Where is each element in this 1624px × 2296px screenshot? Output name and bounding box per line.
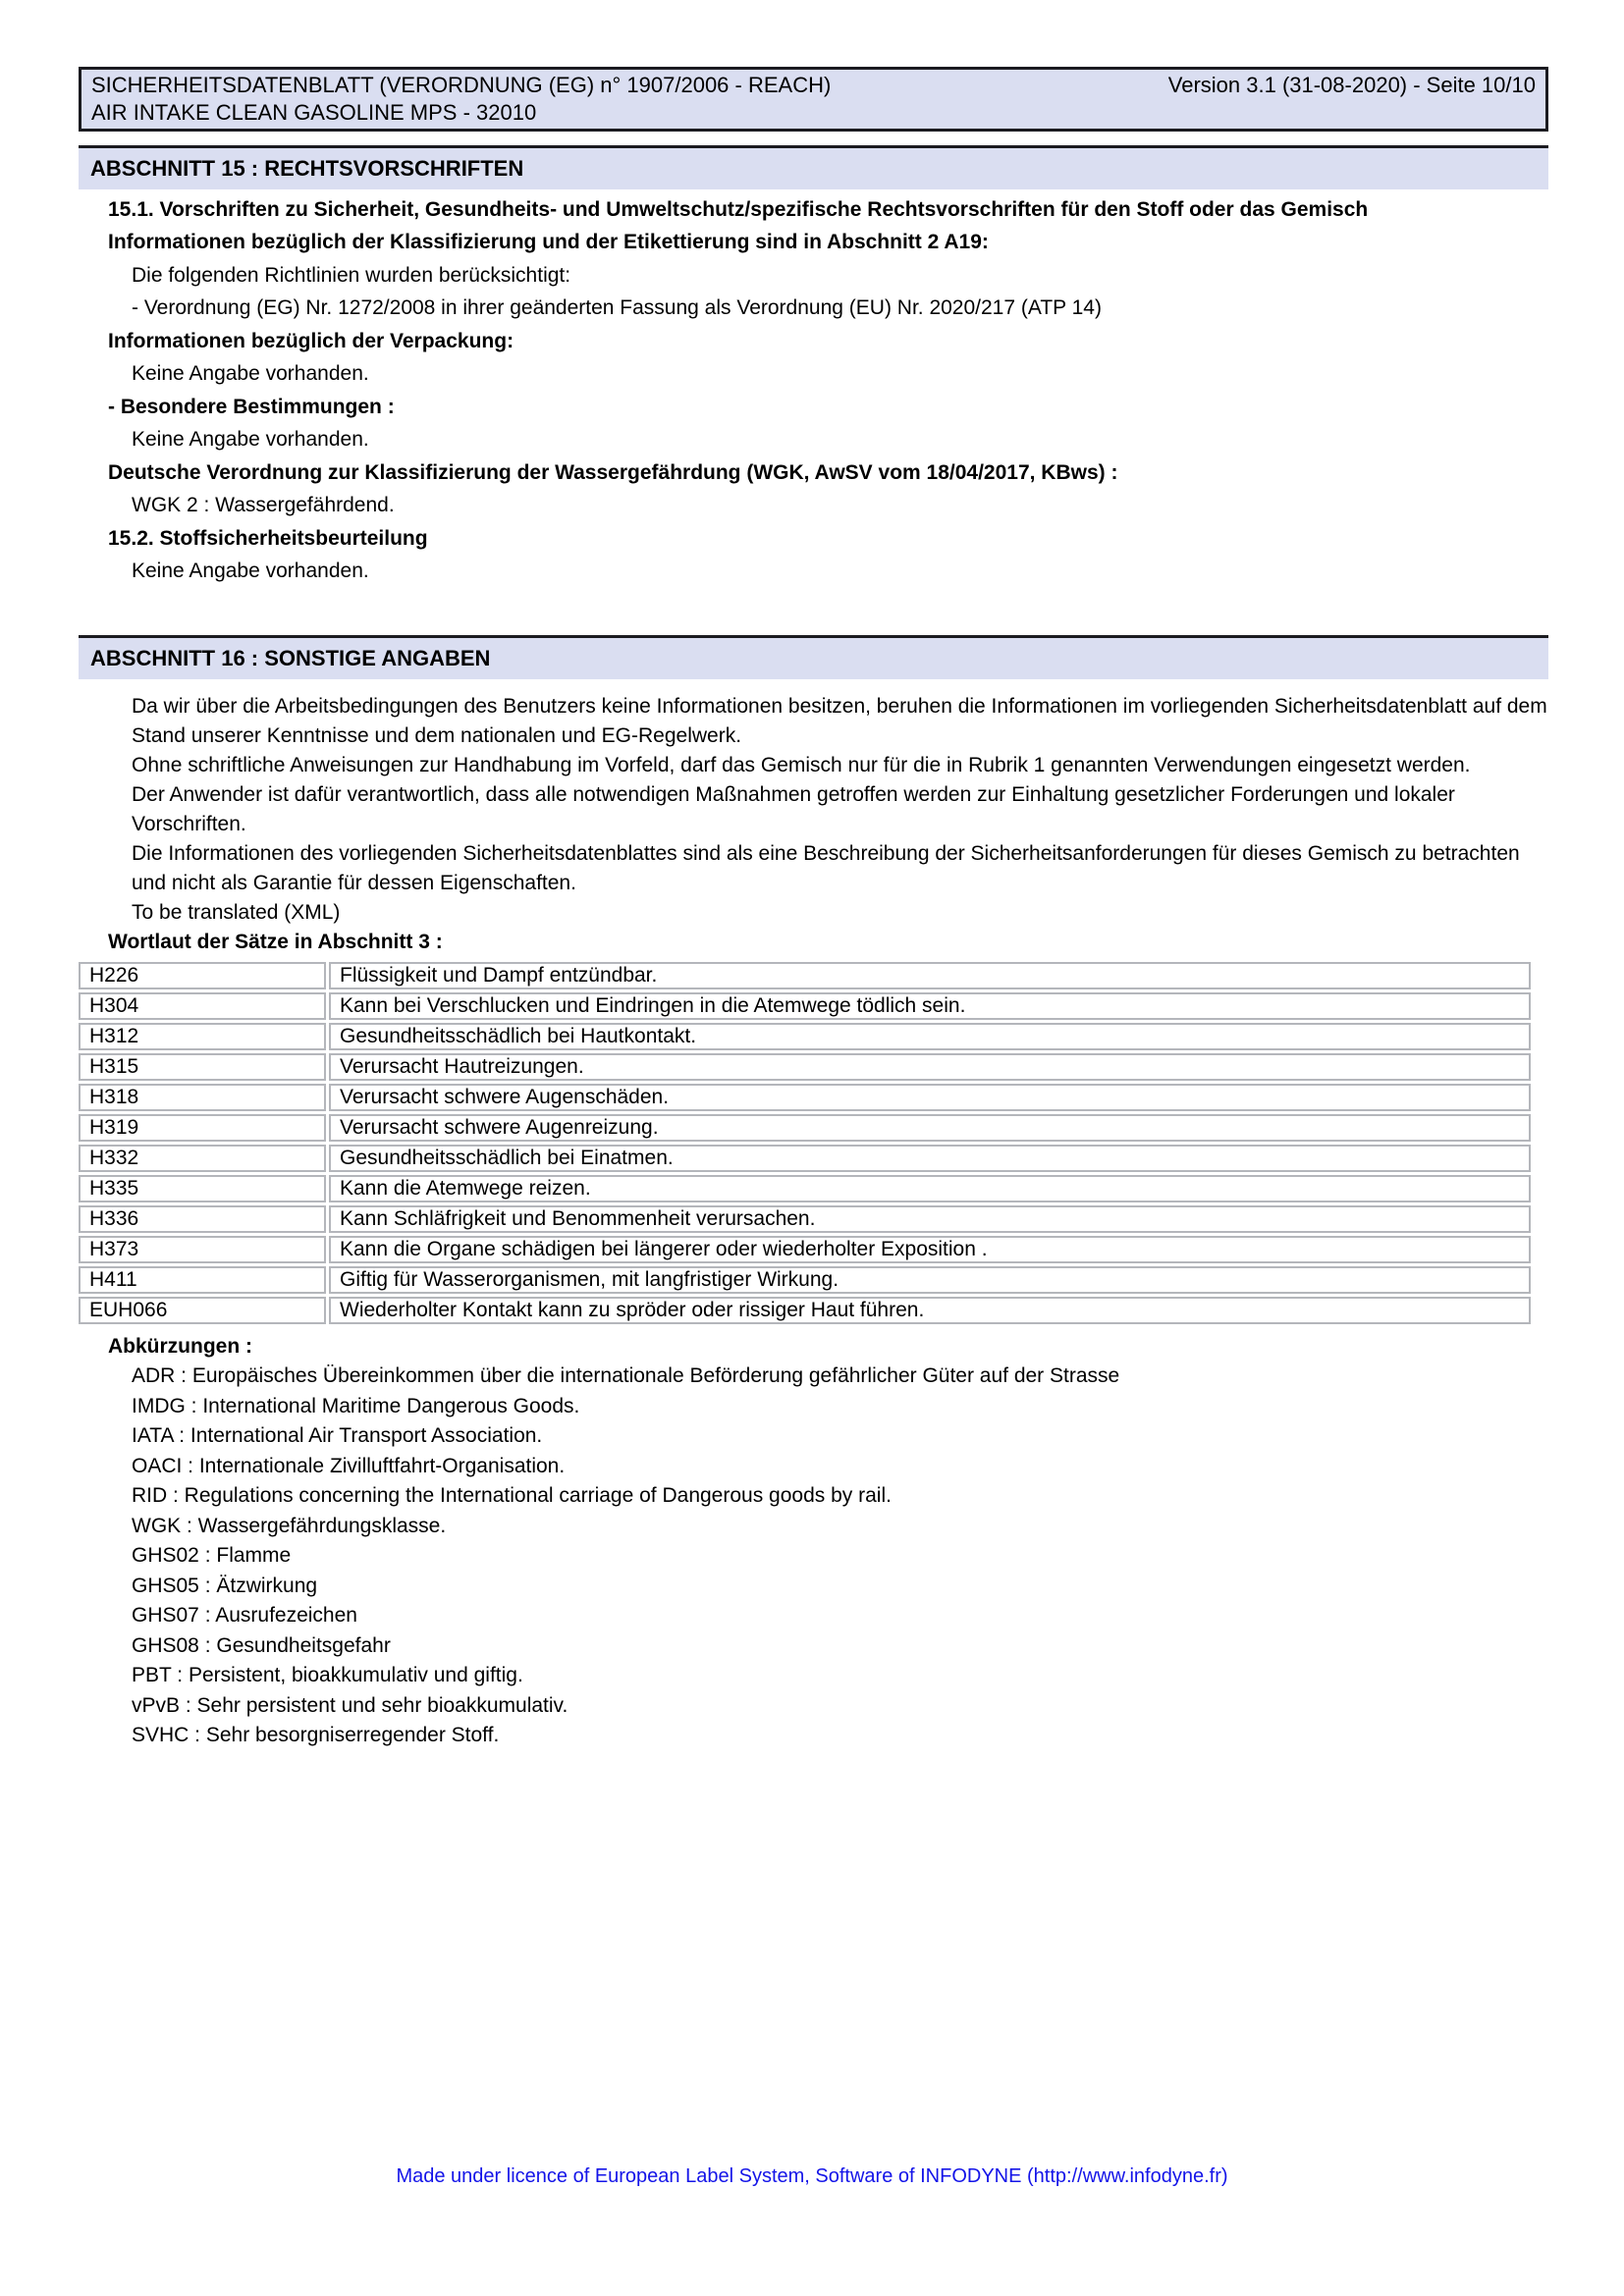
hazard-text-cell: Kann bei Verschlucken und Eindringen in die Atemwege tödlich sein. xyxy=(329,992,1531,1020)
abbreviation-item: IATA : International Air Transport Association. xyxy=(132,1424,543,1448)
table-row xyxy=(79,1175,1531,1202)
section-16-heading-band xyxy=(79,635,1548,679)
paragraph: Der Anwender ist dafür verantwortlich, dass alle notwendigen Maßnahmen getroffen werden zur Einhaltung gesetzlicher Forderungen und lokaler Vorschriften. xyxy=(132,783,1455,835)
abbreviation-item: WGK : Wassergefährdungsklasse. xyxy=(132,1514,447,1537)
text-line: Keine Angabe vorhanden. xyxy=(132,362,369,386)
abbreviation-item: IMDG : International Maritime Dangerous Goods. xyxy=(132,1394,580,1417)
hazard-code-cell: H335 xyxy=(79,1175,326,1202)
product-name: AIR INTAKE CLEAN GASOLINE MPS - 32010 xyxy=(91,100,537,125)
hazard-text-cell: Gesundheitsschädlich bei Einatmen. xyxy=(329,1145,1531,1172)
table-row xyxy=(79,1266,1531,1294)
section-15-title: ABSCHNITT 15 : RECHTSVORSCHRIFTEN xyxy=(90,156,524,181)
hazard-code-cell: H304 xyxy=(79,992,326,1020)
table-row xyxy=(79,1297,1531,1324)
hazard-text-cell: Kann Schläfrigkeit und Benommenheit verursachen. xyxy=(329,1205,1531,1233)
hazard-code-cell: H226 xyxy=(79,962,326,989)
document-header xyxy=(79,67,1548,132)
hazard-code-cell: H318 xyxy=(79,1084,326,1111)
hazard-code-cell: H336 xyxy=(79,1205,326,1233)
abbreviation-item: OACI : Internationale Zivilluftfahrt-Organisation. xyxy=(132,1454,566,1477)
text-line: WGK 2 : Wassergefährdend. xyxy=(132,494,395,517)
table-row xyxy=(79,1114,1531,1142)
hazard-code-cell: H312 xyxy=(79,1023,326,1050)
classification-labelling-heading: Informationen bezüglich der Klassifizierung und der Etikettierung sind in Abschnitt 2 A19: xyxy=(108,231,989,254)
table-row xyxy=(79,1236,1531,1263)
hazard-code-cell: H411 xyxy=(79,1266,326,1294)
hazard-text-cell: Verursacht schwere Augenschäden. xyxy=(329,1084,1531,1111)
abbreviation-item: RID : Regulations concerning the International carriage of Dangerous goods by rail. xyxy=(132,1484,892,1508)
abbreviation-item: GHS07 : Ausrufezeichen xyxy=(132,1604,357,1628)
hazard-text-cell: Kann die Organe schädigen bei längerer oder wiederholter Exposition . xyxy=(329,1236,1531,1263)
hazard-code-cell: H315 xyxy=(79,1053,326,1081)
section-15-heading-band xyxy=(79,145,1548,189)
header-top-row xyxy=(91,72,1536,99)
section-16-paragraphs xyxy=(79,692,1555,928)
abbreviations-heading: Abkürzungen : xyxy=(108,1334,252,1358)
section-15-body xyxy=(79,193,1548,588)
abbreviation-item: vPvB : Sehr persistent und sehr bioakkumulativ. xyxy=(132,1693,568,1717)
subsection-15-1-heading: 15.1. Vorschriften zu Sicherheit, Gesundheits- und Umweltschutz/spezifische Rechtsvorschriften für den Stoff oder das Gemisch xyxy=(108,197,1369,221)
abbreviation-item: ADR : Europäisches Übereinkommen über die internationale Beförderung gefährlicher Güter auf der Strasse xyxy=(132,1364,1120,1388)
special-provisions-heading: - Besondere Bestimmungen : xyxy=(108,395,395,418)
table-row xyxy=(79,1084,1531,1111)
packaging-info-heading: Informationen bezüglich der Verpackung: xyxy=(108,329,514,352)
hazard-text-cell: Verursacht schwere Augenreizung. xyxy=(329,1114,1531,1142)
section-16-title: ABSCHNITT 16 : SONSTIGE ANGABEN xyxy=(90,646,491,670)
abbreviations-list xyxy=(79,1362,1548,1751)
hazard-text-cell: Verursacht Hautreizungen. xyxy=(329,1053,1531,1081)
text-line: Keine Angabe vorhanden. xyxy=(132,560,369,583)
hazard-statements-heading: Wortlaut der Sätze in Abschnitt 3 : xyxy=(108,931,443,953)
hazard-text-cell: Wiederholter Kontakt kann zu spröder oder rissiger Haut führen. xyxy=(329,1297,1531,1324)
abbreviation-item: GHS05 : Ätzwirkung xyxy=(132,1574,318,1597)
abbreviation-item: PBT : Persistent, bioakkumulativ und giftig. xyxy=(132,1664,523,1687)
text-line: Die folgenden Richtlinien wurden berücksichtigt: xyxy=(132,263,571,287)
table-row xyxy=(79,1023,1531,1050)
hazard-code-cell: H373 xyxy=(79,1236,326,1263)
paragraph: Ohne schriftliche Anweisungen zur Handhabung im Vorfeld, darf das Gemisch nur für die in Rubrik 1 genannten Verwendungen eingesetzt werden. xyxy=(132,754,1471,776)
table-row xyxy=(79,992,1531,1020)
hazard-text-cell: Gesundheitsschädlich bei Hautkontakt. xyxy=(329,1023,1531,1050)
paragraph: Da wir über die Arbeitsbedingungen des Benutzers keine Informationen besitzen, beruhen die Informationen im vorliegenden Sicherheitsdatenblatt auf dem Stand unserer Kenntnisse und dem nationalen und EG-Regelwerk. xyxy=(132,695,1547,747)
table-row xyxy=(79,1145,1531,1172)
abbreviation-item: SVHC : Sehr besorgniserregender Stoff. xyxy=(132,1724,500,1747)
hazard-text-cell: Giftig für Wasserorganismen, mit langfristiger Wirkung. xyxy=(329,1266,1531,1294)
wgk-regulation-heading: Deutsche Verordnung zur Klassifizierung der Wassergefährdung (WGK, AwSV vom 18/04/2017, KBws) : xyxy=(108,460,1118,484)
hazard-code-cell: H332 xyxy=(79,1145,326,1172)
text-line: - Verordnung (EG) Nr. 1272/2008 in ihrer geänderten Fassung als Verordnung (EU) Nr. 2020/217 (ATP 14) xyxy=(132,296,1102,320)
document-title: SICHERHEITSDATENBLATT (VERORDNUNG (EG) n° 1907/2006 - REACH) xyxy=(91,73,832,97)
paragraph: Die Informationen des vorliegenden Sicherheitsdatenblattes sind als eine Beschreibung der Sicherheitsanforderungen für dieses Gemisch zu betrachten und nicht als Garantie für dessen Eigenschaften. xyxy=(132,842,1520,894)
table-row xyxy=(79,1053,1531,1081)
text-line: Keine Angabe vorhanden. xyxy=(132,428,369,452)
hazard-code-cell: H319 xyxy=(79,1114,326,1142)
hazard-statements-table xyxy=(76,959,1534,1327)
version-page-info: Version 3.1 (31-08-2020) - Seite 10/10 xyxy=(1167,73,1536,97)
hazard-text-cell: Kann die Atemwege reizen. xyxy=(329,1175,1531,1202)
footer-licence-text: Made under licence of European Label System, Software of INFODYNE (http://www.infodyne.fr) xyxy=(396,2165,1228,2187)
table-row xyxy=(79,962,1531,989)
hazard-code-cell: EUH066 xyxy=(79,1297,326,1324)
table-row xyxy=(79,1205,1531,1233)
abbreviation-item: GHS02 : Flamme xyxy=(132,1544,292,1568)
page-content xyxy=(79,0,1548,1751)
subsection-15-2-heading: 15.2. Stoffsicherheitsbeurteilung xyxy=(108,526,428,550)
hazard-text-cell: Flüssigkeit und Dampf entzündbar. xyxy=(329,962,1531,989)
abbreviation-item: GHS08 : Gesundheitsgefahr xyxy=(132,1633,391,1657)
paragraph: To be translated (XML) xyxy=(132,901,341,924)
